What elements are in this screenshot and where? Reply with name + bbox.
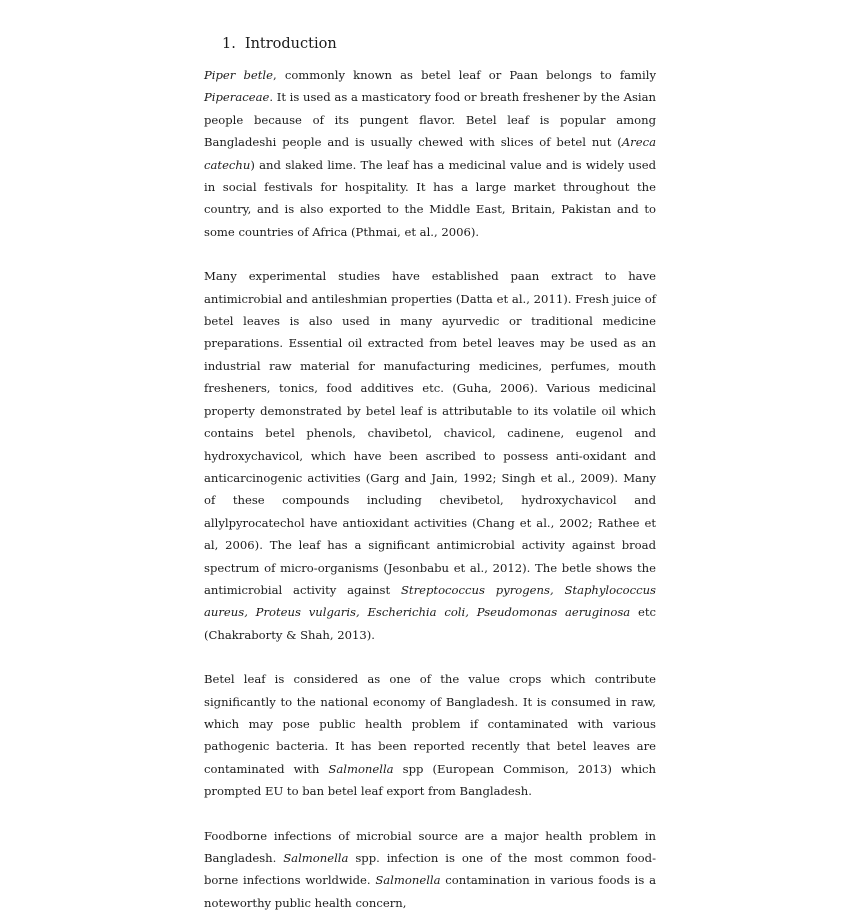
text-run: , commonly known as betel leaf or Paan belongs to family xyxy=(273,68,657,82)
text-run: contamination in various foods is a noteworthy public health concern, xyxy=(204,873,656,910)
italic-text: Streptococcus pyrogens, Staphylococcus aureus, Proteus vulgaris, Escherichia coli, Pseudomonas aeruginosa xyxy=(204,582,656,620)
body-text xyxy=(204,64,656,914)
italic-text: Piperaceae xyxy=(204,90,270,105)
text-run: Foodborne infections of microbial source are a major health problem in Bangladesh. xyxy=(204,828,656,865)
section-number: 1. xyxy=(222,36,236,52)
section-heading xyxy=(222,36,337,52)
text-run: . It is used as a masticatory food or breath freshener by the Asian people because of its pungent flavor. Betel leaf is popular among Bangladeshi people and is usually chewed with slices of betel nut ( xyxy=(204,90,656,150)
text-run: spp. infection is one of the most common food-borne infections worldwide. xyxy=(204,851,656,888)
italic-text: Salmonella xyxy=(375,873,441,888)
paragraph-2 xyxy=(204,265,656,646)
section-title: Introduction xyxy=(244,36,337,52)
text-run: Betel leaf is considered as one of the value crops which contribute significantly to the national economy of Bangladesh. It is consumed in raw, which may pose public health problem if contaminated with various pathogenic bacteria. It has been reported recently that betel leaves are contaminated with xyxy=(204,672,656,776)
italic-text: Areca catechu xyxy=(204,135,656,172)
text-run: etc (Chakraborty & Shah, 2013). xyxy=(204,605,656,642)
text-run: ) and slaked lime. The leaf has a medicinal value and is widely used in social festivals for hospitality. It has a large market throughout the country, and is also exported to the Middle East, Britain, Pakistan and to some countries of Africa (Pthmai, et al., 2006). xyxy=(204,157,656,239)
paragraph-3 xyxy=(204,668,656,802)
italic-text: Piper betle xyxy=(204,68,273,82)
paragraph-4 xyxy=(204,825,656,914)
italic-text: Salmonella xyxy=(283,851,349,865)
text-run: Many experimental studies have established paan extract to have antimicrobial and antileshmian properties (Datta et al., 2011). Fresh juice of betel leaves is also used in many ayurvedic or traditional medicine preparations. Essential oil extracted from betel leaves may be used as an industrial raw material for manufacturing medicines, perfumes, mouth fresheners, tonics, food additives etc. (Guha, 2006). Various medicinal property demonstrated by betel leaf is attributable to its volatile oil which contains betel phenols, chavibetol, chavicol, cadinene, eugenol and hydroxychavicol, which have been ascribed to possess anti-oxidant and anticarcinogenic activities (Garg and Jain, 1992; Singh et al., 2009). Many of these compounds including chevibetol, hydroxychavicol and allylpyrocatechol have antioxidant activities (Chang et al., 2002; Rathee et al, 2006). The leaf has a significant antimicrobial activity against broad spectrum of micro-organisms (Jesonbabu et al., 2012). The betle shows the antimicrobial activity against xyxy=(204,269,656,597)
paragraph-1 xyxy=(204,64,656,243)
italic-text: Salmonella xyxy=(328,761,394,776)
text-run: spp (European Commison, 2013) which prompted EU to ban betel leaf export from Bangladesh. xyxy=(204,761,656,799)
